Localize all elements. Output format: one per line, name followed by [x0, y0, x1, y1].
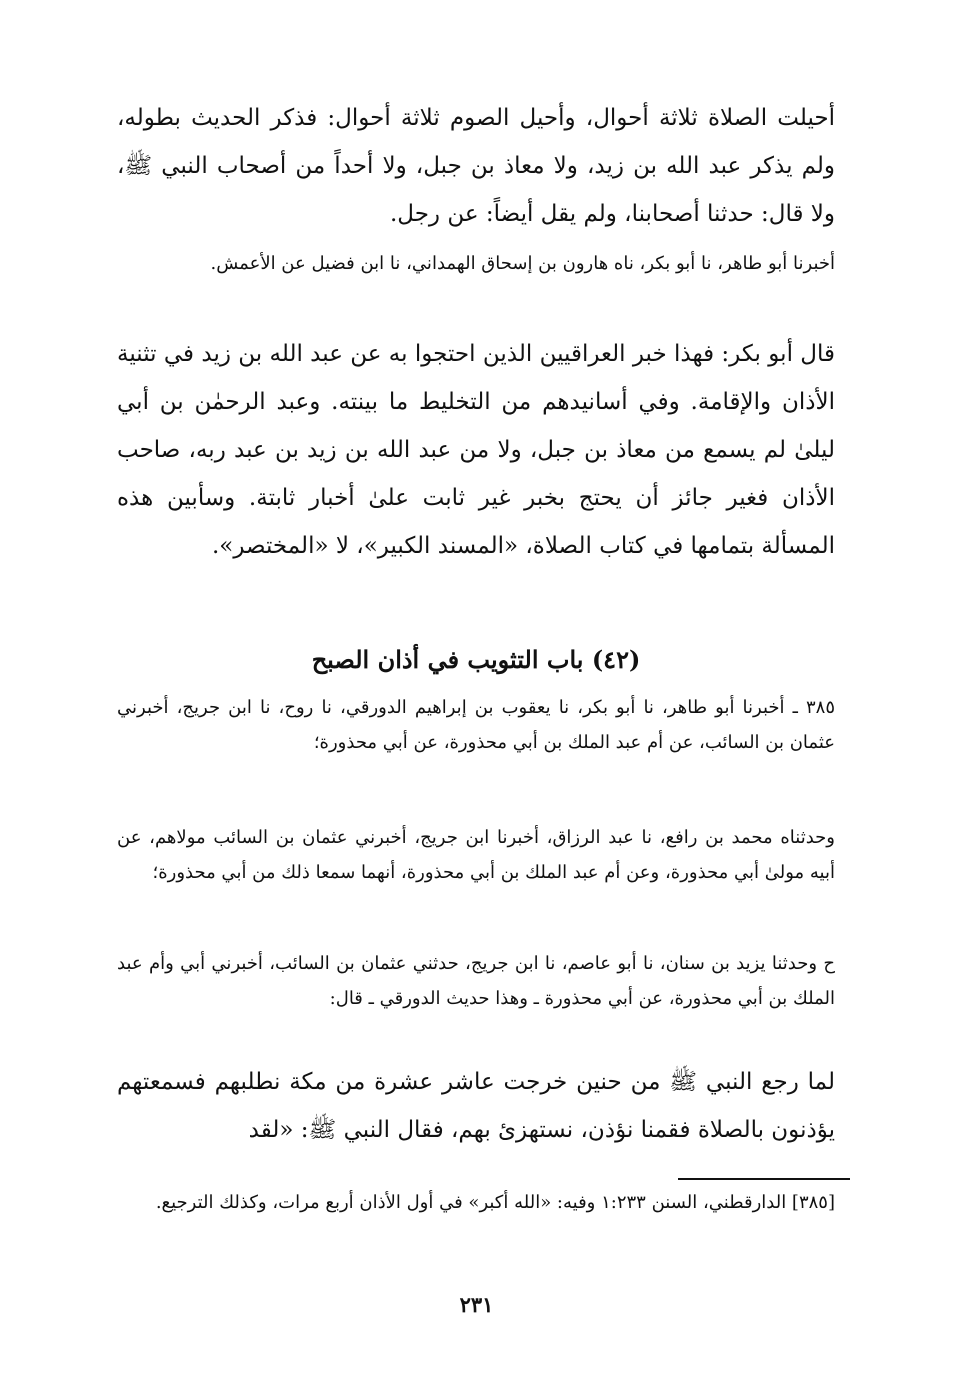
paragraph-commentary: قال أبو بكر: فهذا خبر العراقيين الذين احتجوا به عن عبد الله بن زيد في تثنية الأذان والإقامة. وفي أسانيدهم من التخليط ما بينته. وعبد الرحمٰن بن أبي ليلىٰ لم يسمع من معاذ بن جبل، ولا من عبد الله بن زيد بن عبد ربه، صاحب الأذان فغير جائز أن يحتج بخبر غير ثابت علىٰ أخبار ثابتة. وسأبين هذه المسألة بتمامها في كتاب الصلاة، «المسند الكبير»، لا «المختصر».	[117, 341, 835, 559]
footnote-divider	[678, 1178, 850, 1180]
paragraph-isnad-1: أخبرنا أبو طاهر، نا أبو بكر، ناه هارون بن إسحاق الهمداني، نا ابن فضيل عن الأعمش.	[210, 253, 835, 274]
chapter-heading: (٤٢) باب التثويب في أذان الصبح	[311, 645, 641, 674]
paragraph-isnad-2: وحدثناه محمد بن رافع، نا عبد الرزاق، أخبرنا ابن جريج، أخبرني عثمان بن السائب مولاهم، عن أبيه مولىٰ أبي محذورة، وعن أم عبد الملك بن أبي محذورة، أنهما سمعا ذلك من أبي محذورة؛	[117, 827, 835, 883]
paragraph-hadith-text: لما رجع النبي ﷺ من حنين خرجت عاشر عشرة من مكة نطلبهم فسمعتهم يؤذنون بالصلاة فقمنا نؤذن، نستهزئ بهم، فقال النبي ﷺ: «لقد	[117, 1069, 835, 1143]
page-number: ٢٣١	[459, 1292, 494, 1317]
paragraph-hadith-385: ٣٨٥ ـ أخبرنا أبو طاهر، نا أبو بكر، نا يعقوب بن إبراهيم الدورقي، نا روح، نا ابن جريج، أخبرني عثمان بن السائب، عن أم عبد الملك بن أبي محذورة، عن أبي محذورة؛	[117, 697, 835, 753]
paragraph-hadith-end: أحيلت الصلاة ثلاثة أحوال، وأحيل الصوم ثلاثة أحوال: فذكر الحديث بطوله، ولم يذكر عبد الله بن زيد، ولا معاذ بن جبل، ولا أحداً من أصحاب النبي ﷺ، ولا قال: حدثنا أصحابنا، ولم يقل أيضاً: عن رجل.	[117, 105, 835, 227]
paragraph-isnad-3: ح وحدثنا يزيد بن سنان، نا أبو عاصم، نا ابن جريج، حدثني عثمان بن السائب، أخبرني أبي وأم عبد الملك بن أبي محذورة، عن أبي محذورة ـ وهذا حديث الدورقي ـ قال:	[117, 953, 835, 1009]
footnote: [٣٨٥] الدارقطني، السنن ١:٢٣٣ وفيه: «الله أكبر» في أول الأذان أربع مرات، وكذلك الترجيع.	[155, 1192, 835, 1213]
